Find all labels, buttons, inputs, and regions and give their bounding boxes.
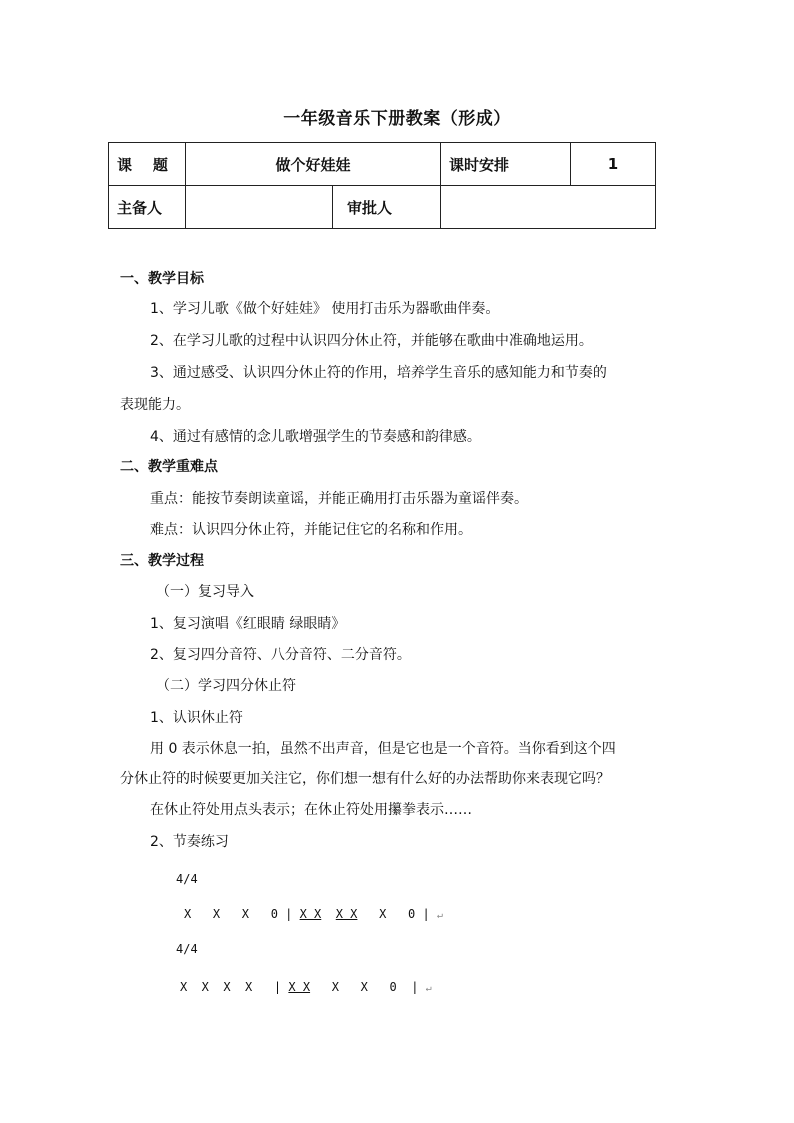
section-heading-process: 三、教学过程 <box>120 553 204 569</box>
preparer-label: 主备人 <box>109 186 186 229</box>
list-item: （二）学习四分休止符 <box>156 678 296 694</box>
approver-label: 审批人 <box>333 186 441 229</box>
subject-label: 课 题 <box>109 143 186 186</box>
approver-value <box>441 186 656 229</box>
table-row <box>109 186 656 229</box>
meter-label: 4/4 <box>176 942 198 956</box>
paragraph-line: 分休止符的时候要更加关注它，你们想一想有什么好的办法帮助你来表现它吗？ <box>120 771 610 787</box>
list-item: 2、节奏练习 <box>150 834 229 850</box>
paragraph-line: 用 0 表示休息一拍，虽然不出声音，但是它也是一个音符。当你看到这个四 <box>150 741 616 757</box>
return-mark-icon: ↵ <box>425 983 432 994</box>
list-item: 2、复习四分音符、八分音符、二分音符。 <box>150 647 411 663</box>
page-title: 一年级音乐下册教案（形成） <box>283 109 511 129</box>
preparer-value <box>186 186 333 229</box>
list-item: 2、在学习儿歌的过程中认识四分休止符，并能够在歌曲中准确地运用。 <box>150 333 593 349</box>
table-row <box>109 143 656 186</box>
return-mark-icon: ↵ <box>436 910 443 921</box>
list-item: 重点：能按节奏朗读童谣，并能正确用打击乐器为童谣伴奏。 <box>150 491 528 507</box>
list-item: 4、通过有感情的念儿歌增强学生的节奏感和韵律感。 <box>150 429 481 445</box>
section-heading-objectives: 一、教学目标 <box>120 271 204 287</box>
list-item: 表现能力。 <box>120 397 190 413</box>
subject-value: 做个好娃娃 <box>186 143 441 186</box>
period-label: 课时安排 <box>441 143 571 186</box>
list-item: 3、通过感受、认识四分休止符的作用，培养学生音乐的感知能力和节奏的 <box>150 365 607 381</box>
list-item: 1、认识休止符 <box>150 710 243 726</box>
meter-label: 4/4 <box>176 872 198 886</box>
paragraph-line: 在休止符处用点头表示；在休止符处用攥拳表示…… <box>150 802 472 818</box>
period-value: 1 <box>571 143 656 186</box>
lesson-info-table <box>108 142 656 229</box>
rhythm-line-2: X X X X | X X X X 0 | ↵ <box>180 980 432 994</box>
list-item: （一）复习导入 <box>156 584 254 600</box>
list-item: 1、复习演唱《红眼睛 绿眼睛》 <box>150 616 346 632</box>
section-heading-key-points: 二、教学重难点 <box>120 459 218 475</box>
rhythm-line-1: X X X 0 | X X X X X 0 | ↵ <box>184 907 443 921</box>
list-item: 难点：认识四分休止符，并能记住它的名称和作用。 <box>150 522 472 538</box>
list-item: 1、学习儿歌《做个好娃娃》 使用打击乐为器歌曲伴奏。 <box>150 301 500 317</box>
